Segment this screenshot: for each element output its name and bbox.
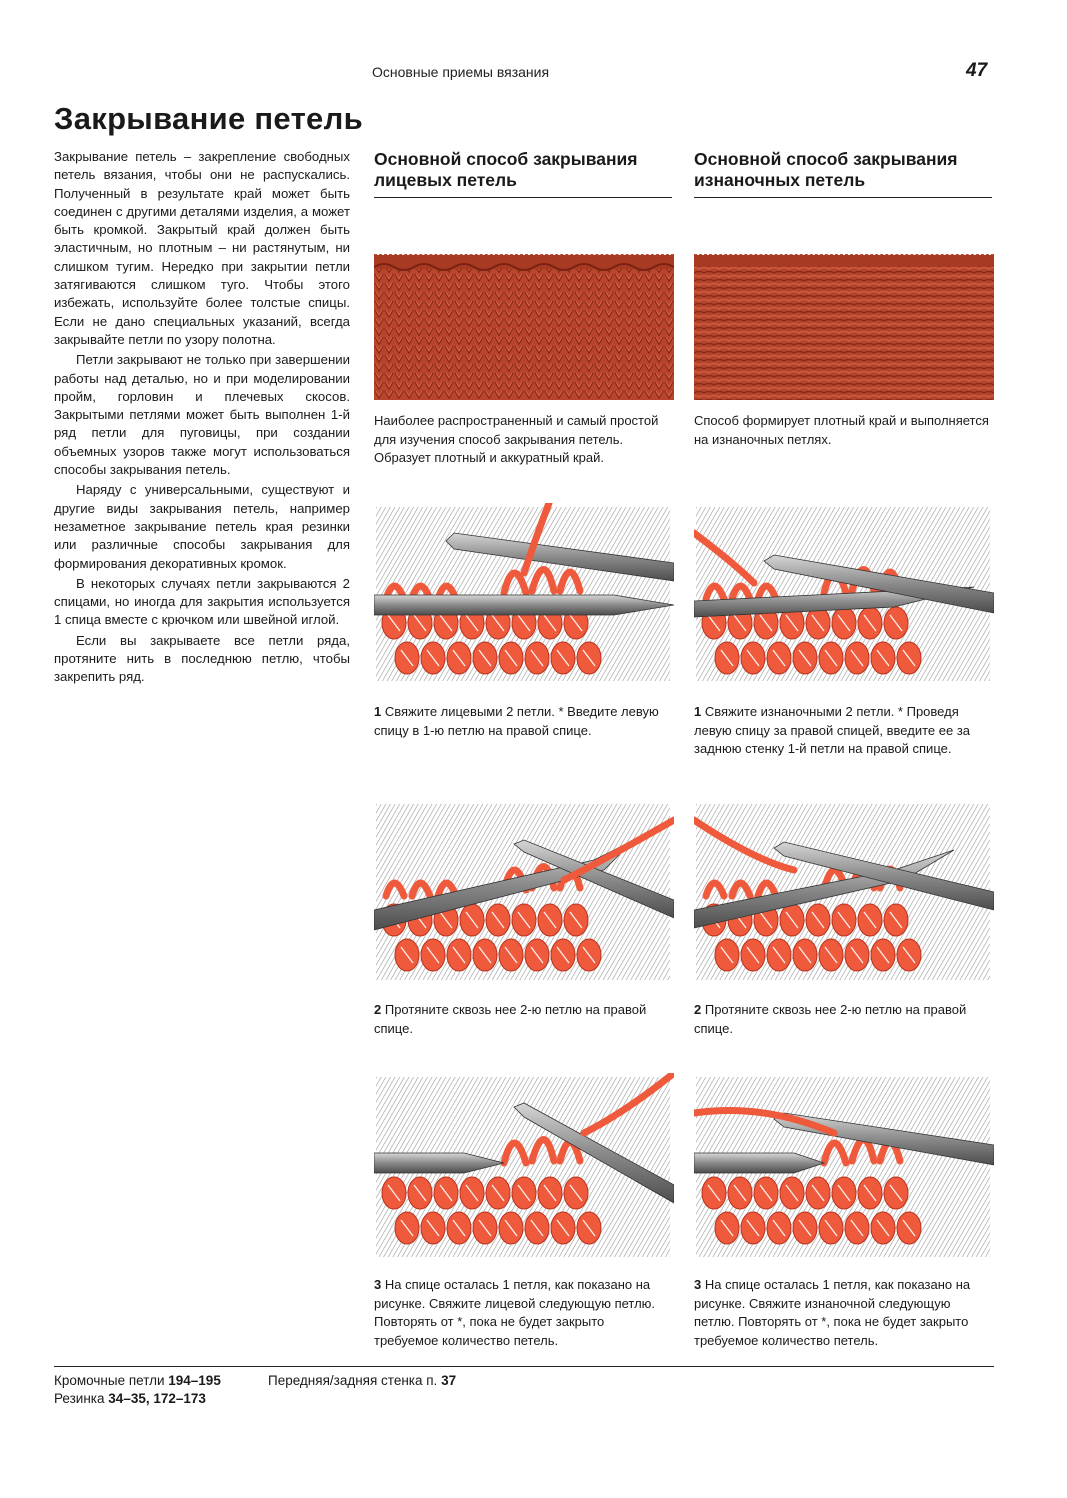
- purl-step-3-caption: [694, 1276, 992, 1350]
- footer-rule: [54, 1366, 994, 1367]
- intro-paragraph: В некоторых случаях петли закрываются 2 спицами, но иногда для закрытия используется 1 спица вместе с крючком или швейной иглой.: [54, 575, 350, 628]
- knit-step-3-caption: [374, 1276, 672, 1350]
- intro-paragraph: Наряду с универсальными, существуют и другие виды закрывания петель, например незаметное закрывание петель края резинки или различные способы закрывания для формирования декоративных кромок.: [54, 482, 350, 571]
- purl-column-heading: Основной способ закрывания изнаночных петель: [694, 149, 958, 190]
- step-number: 1: [694, 704, 702, 719]
- knit-step-1-illustration: [374, 503, 674, 685]
- knit-step-2-drawing: [374, 800, 674, 984]
- knit-swatch-photo: [374, 254, 674, 400]
- step-text: На спице осталась 1 петля, как показано на рисунке. Свяжите изнаночной следующую петлю. Повторять от *, пока не будет закрыто требуемое количество петель.: [694, 1277, 971, 1348]
- running-header: Основные приемы вязания: [372, 64, 550, 80]
- intro-paragraph: Закрывание петель – закрепление свободных петель вязания, чтобы они не распускались. Полученный в результате край может быть соединен с другими деталями изделия, а может быть кромкой. Закрытый край должен быть эластичным, но плотным – ни растянутым, ни слишком тугим. Нередко при закрытии петли затягиваются слишком туго. Чтобы этого избежать, используйте более толстые спицы. Если не дано специальных указаний, всегда закрывайте петли по узору полотна.: [54, 149, 350, 347]
- knit-column-heading: Основной способ закрывания лицевых петель: [374, 149, 638, 190]
- knit-step-2-illustration: [374, 800, 674, 984]
- step-text: Свяжите лицевыми 2 петли. * Введите левую спицу в 1-ю петлю на правой спице.: [374, 704, 659, 738]
- step-text: На спице осталась 1 петля, как показано на рисунке. Свяжите лицевой следующую петлю. Повторять от *, пока не будет закрыто требуемое количество петель.: [374, 1277, 656, 1348]
- step-text: Протяните сквозь нее 2-ю петлю на правой спице.: [374, 1002, 647, 1036]
- knit-column-rule: [374, 197, 672, 198]
- page-number: 47: [966, 60, 988, 81]
- knit-swatch-texture: [374, 255, 674, 400]
- intro-paragraph: Петли закрывают не только при завершении работы над деталью, но и при моделировании пройм, горловин и плечевых скосов. Закрытыми петлями может быть выполнен 1-й ряд петли для пуговицы, при создании объемных узоров также могут использоваться способы закрывания петель.: [54, 352, 350, 478]
- page-title: Закрывание петель: [54, 101, 363, 136]
- step-number: 3: [694, 1277, 702, 1292]
- footer-ref-label: Передняя/задняя стенка п.: [268, 1373, 438, 1388]
- purl-step-2-caption: [694, 1001, 992, 1038]
- step-number: 1: [374, 704, 382, 719]
- purl-column-rule: [694, 197, 992, 198]
- footer-ref-edge-stitches: [54, 1372, 221, 1390]
- step-text: Протяните сквозь нее 2-ю петлю на правой спице.: [694, 1002, 967, 1036]
- purl-step-1-caption: [694, 703, 992, 759]
- purl-swatch-caption: Способ формирует плотный край и выполняется на изнаночных петлях.: [694, 413, 989, 447]
- step-number: 3: [374, 1277, 382, 1292]
- purl-step-3-drawing: [694, 1073, 994, 1261]
- purl-step-2-drawing: [694, 800, 994, 984]
- left-needle: [374, 595, 674, 615]
- knit-step-1-drawing: [374, 503, 674, 685]
- purl-step-1-drawing: [694, 503, 994, 685]
- purl-swatch-texture: [694, 255, 994, 400]
- intro-text: [54, 148, 350, 689]
- knit-swatch-caption: Наиболее распространенный и самый простой для изучения способ закрывания петель. Образует плотный и аккуратный край.: [374, 413, 659, 465]
- footer-ref-pages: 34–35, 172–173: [108, 1391, 206, 1406]
- footer-ref-label: Резинка: [54, 1391, 105, 1406]
- footer-ref-front-back-wall: [268, 1372, 456, 1390]
- purl-step-1-illustration: [694, 503, 994, 685]
- purl-step-2-illustration: [694, 800, 994, 984]
- knit-step-3-illustration: [374, 1073, 674, 1261]
- footer-ref-pages: 194–195: [168, 1373, 221, 1388]
- footer-ref-label: Кромочные петли: [54, 1373, 165, 1388]
- knit-step-3-drawing: [374, 1073, 674, 1261]
- footer-ref-rib: [54, 1390, 206, 1408]
- knit-step-2-caption: [374, 1001, 672, 1038]
- purl-swatch-photo: [694, 254, 994, 400]
- intro-paragraph: Если вы закрываете все петли ряда, протяните нить в последнюю петлю, чтобы закрепить ряд.: [54, 632, 350, 685]
- step-number: 2: [374, 1002, 382, 1017]
- step-number: 2: [694, 1002, 702, 1017]
- purl-step-3-illustration: [694, 1073, 994, 1261]
- footer-ref-pages: 37: [441, 1373, 457, 1388]
- knit-step-1-caption: [374, 703, 672, 740]
- step-text: Свяжите изнаночными 2 петли. * Проведя левую спицу за правой спицей, введите ее за заднюю стенку 1-й петли на правой спице.: [694, 704, 971, 756]
